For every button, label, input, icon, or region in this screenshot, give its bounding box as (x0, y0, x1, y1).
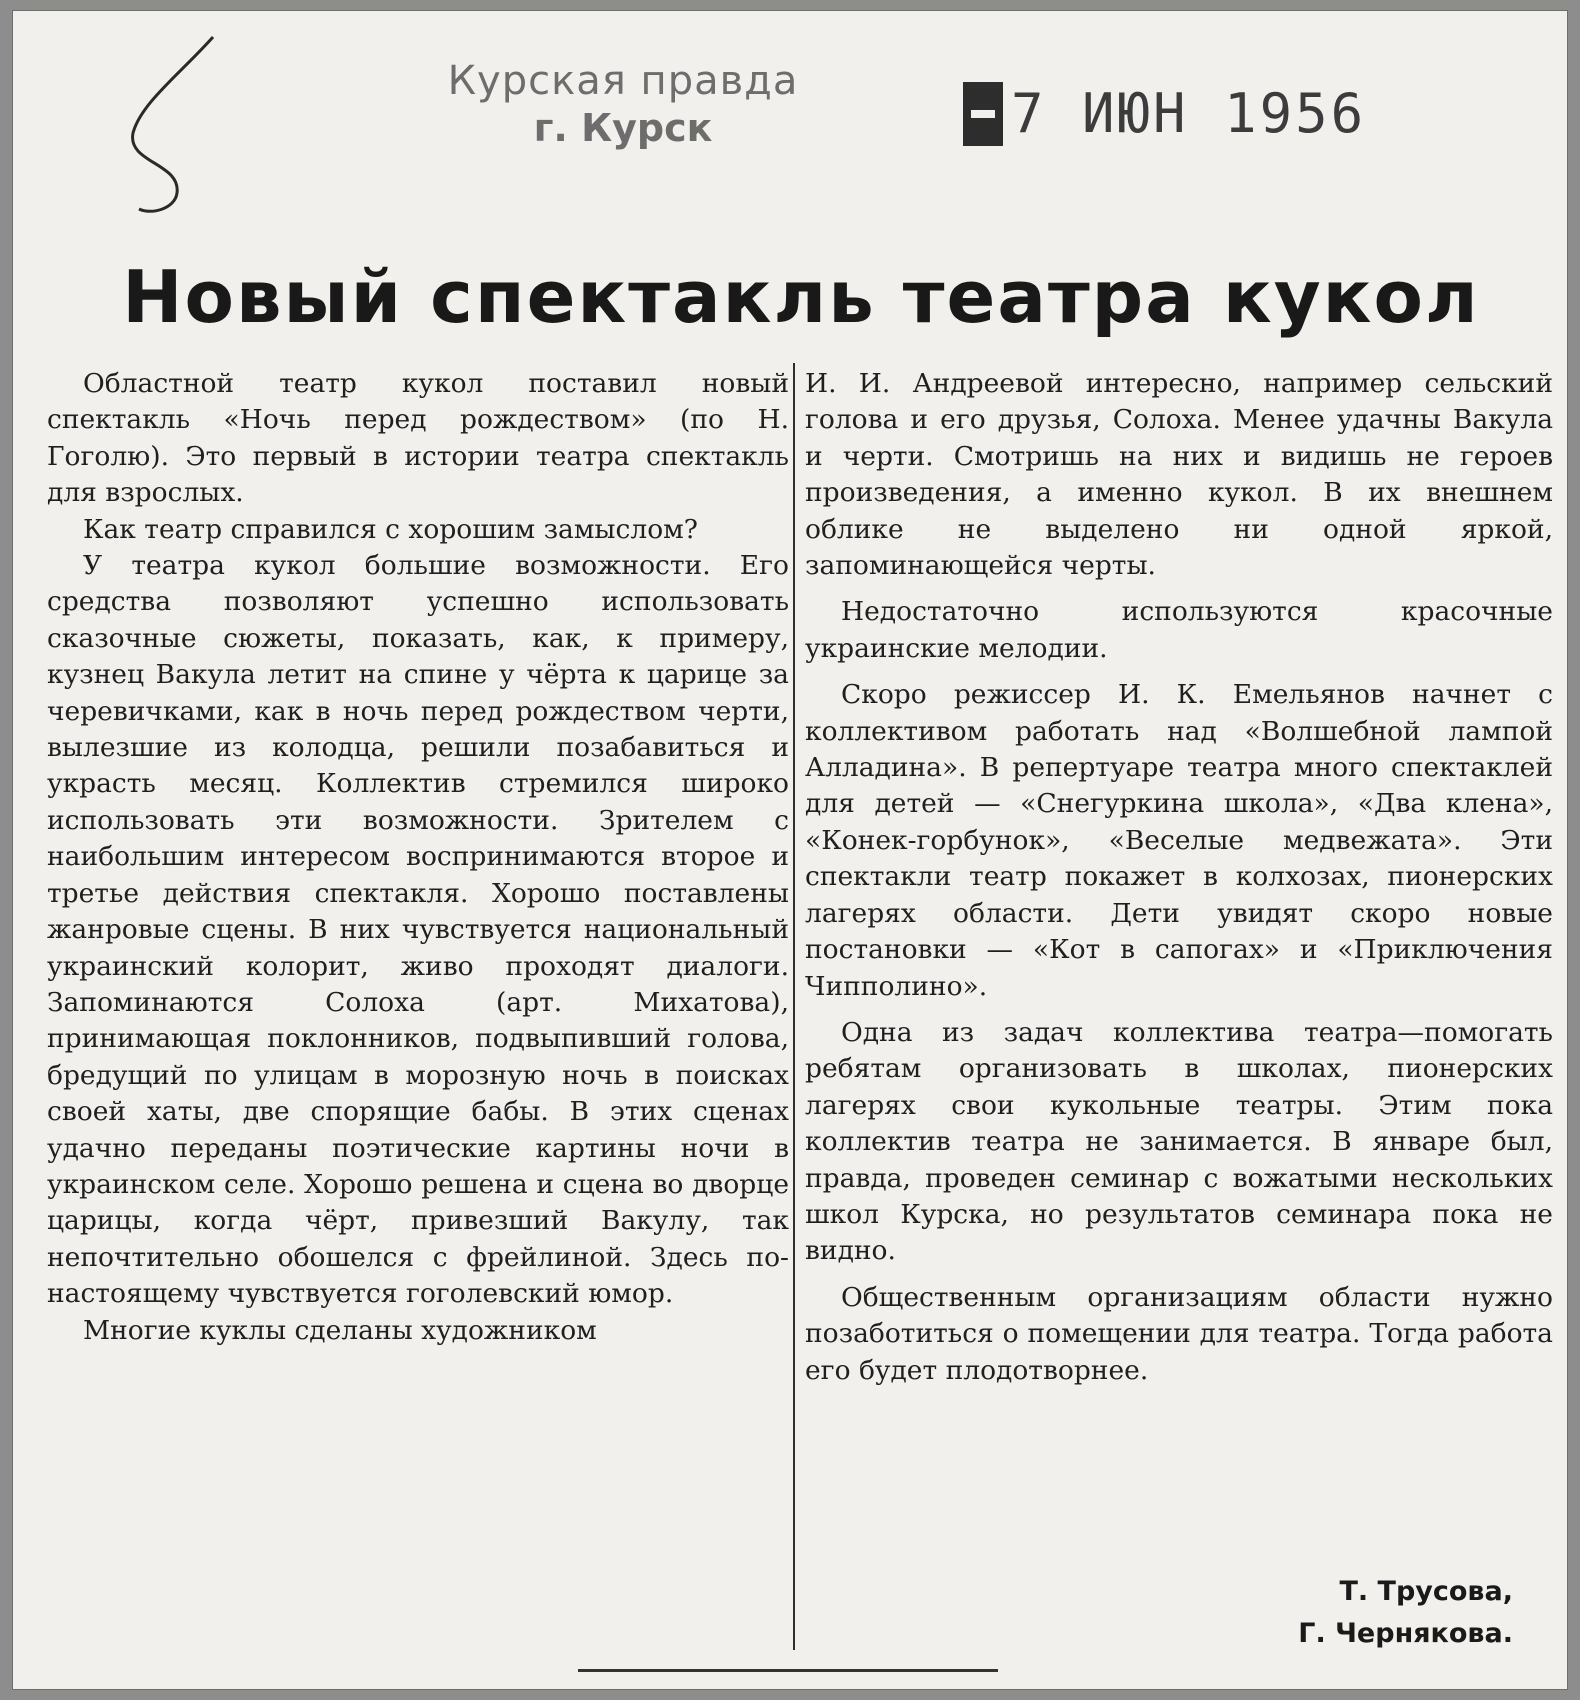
author-name: Т. Трусова, (1339, 1576, 1513, 1607)
date-stamp-text: 7 ИЮН 1956 (1011, 82, 1367, 145)
end-rule (578, 1669, 998, 1672)
paragraph: Одна из задач коллектива театра—помогать ребятам организовать в школах, пионерских лагерях свои кукольные театры. Этим пока коллектив театра не занимается. В январе был, правда, проведен семинар с вожатыми нескольких школ Курска, но результатов семинара пока не видно. (805, 1016, 1553, 1267)
newspaper-clipping (12, 10, 1568, 1690)
paragraph: Многие куклы сделаны художником (83, 1314, 597, 1346)
article-headline: Новый спектакль театра кукол (122, 255, 1480, 339)
publication-name: Курская правда (447, 58, 799, 104)
handwritten-mark (121, 33, 231, 223)
column-divider (793, 363, 795, 1650)
paragraph: Общественным организациям области нужно позаботиться о помещении для театра. Тогда работа его будет плодотворнее. (805, 1281, 1553, 1386)
author-name: Г. Чернякова. (1298, 1618, 1513, 1649)
article-column-right (805, 366, 1553, 1389)
paragraph: Недостаточно используются красочные украинские мелодии. (805, 596, 1553, 664)
paragraph: Областной театр кукол поставил новый спектакль «Ночь перед рождеством» (по Н. Гоголю). Это первый в истории театра спектакль для взрослых. (47, 368, 789, 509)
publication-header (393, 57, 853, 151)
publication-city: г. Курск (533, 106, 713, 150)
date-stamp (963, 81, 1366, 147)
article-column-left (47, 366, 789, 1349)
paragraph: Как театр справился с хорошим замыслом? (83, 513, 698, 545)
stamp-block-icon (963, 82, 1003, 146)
paragraph: Скоро режиссер И. К. Емельянов начнет с коллективом работать над «Волшебной лампой Алладина». В репертуаре театра много спектаклей для детей — «Снегуркина школа», «Два клена», «Конек-горбунок», «Веселые медвежата». Эти спектакли театр покажет в колхозах, пионерских лагерях области. Дети увидят скоро новые постановки — «Кот в сапогах» и «Приключения Чипполино». (805, 679, 1553, 1002)
paragraph: У театра кукол большие возможности. Его средства позволяют успешно использовать сказочные сюжеты, показать, как, к примеру, кузнец Вакула летит на спине у чёрта к царице за черевичками, как в ночь перед рождеством черти, вылезшие из колодца, решили позабавиться и украсть месяц. Коллектив стремился широко использовать эти возможности. Зрителем с наибольшим интересом воспринимаются второе и третье действия спектакля. Хорошо поставлены жанровые сцены. В них чувствуется национальный украинский колорит, живо проходят диалоги. Запоминаются Солоха (арт. Михатова), принимающая поклонников, подвыпивший голова, бредущий по улицам в морозную ночь в поисках своей хаты, две спорящие бабы. В этих сценах удачно переданы поэтические картины ночи в украинском селе. Хорошо решена и сцена во дворце царицы, когда чёрт, привезший Вакулу, так непочтительно обошелся с фрейлиной. Здесь по-настоящему чувствуется гоголевский юмор. (47, 550, 789, 1310)
paragraph: И. И. Андреевой интересно, например сельский голова и его друзья, Солоха. Менее удачны Вакула и черти. Смотришь на них и видишь не героев произведения, а именно кукол. В их внешнем облике не выделено ни одной яркой, запоминающейся черты. (805, 368, 1553, 582)
author-signature (1163, 1571, 1513, 1655)
